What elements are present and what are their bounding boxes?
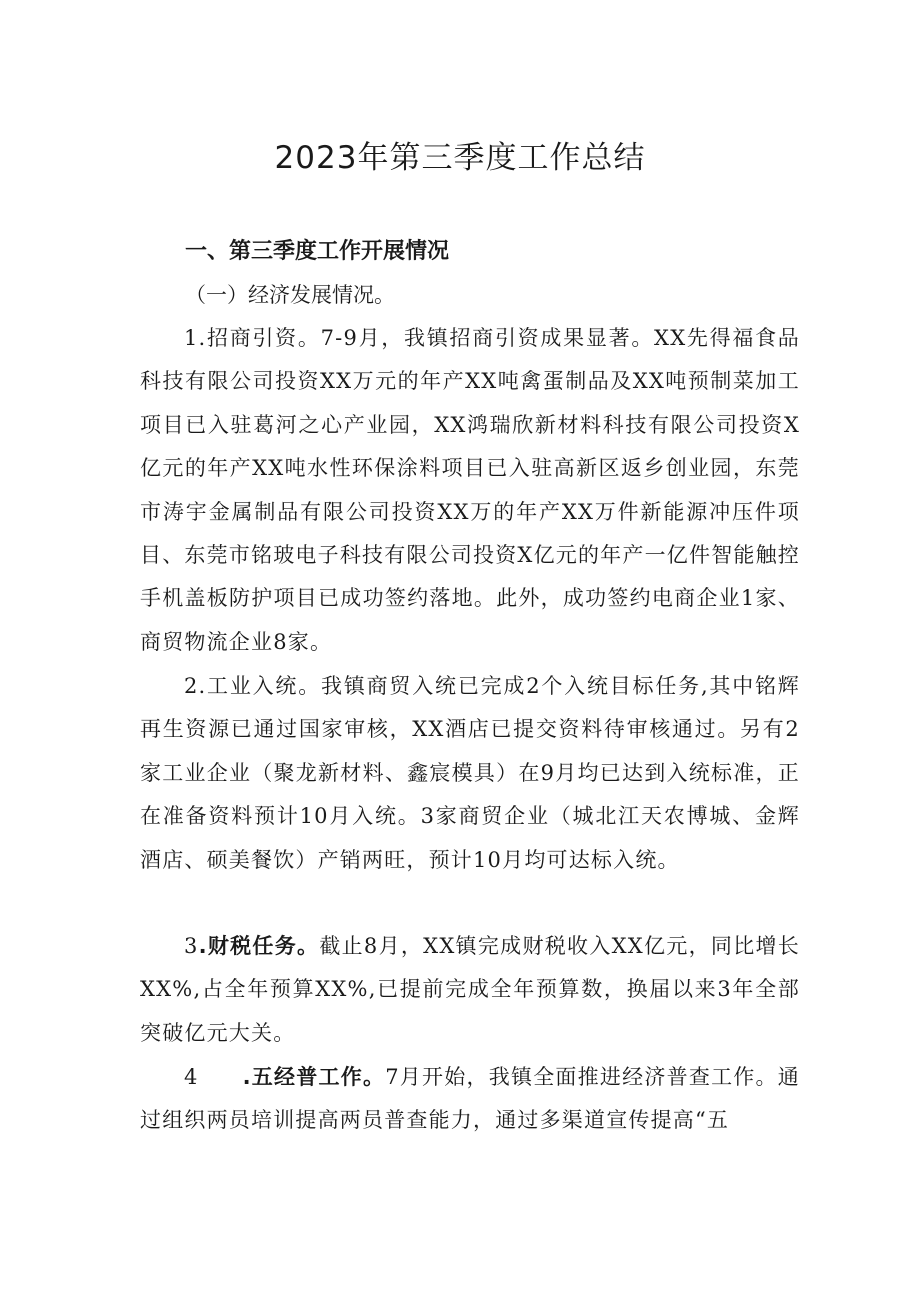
subsection-heading: （一）经济发展情况。: [185, 283, 395, 307]
paragraph-item-2: [140, 665, 800, 882]
paragraph-item-4: [140, 1056, 800, 1143]
item-text: 7-9月，我镇招商引资成果显著。XX先得福食品科技有限公司投资XX万元的年产XX吨禽蛋制品及XX吨预制菜加工项目已入驻葛河之心产业园，XX鸿瑞欣新材料科技有限公司投资X亿元的年产XX吨水性环保涂料项目已入驻高新区返乡创业园，东莞市涛宇金属制品有限公司投资XX万的年产XX万件新能源冲压件项目、东莞市铭玻电子科技有限公司投资X亿元的年产一亿件智能触控手机盖板防护项目已成功签约落地。此外，成功签约电商企业1家、商贸物流企业8家。: [140, 326, 800, 654]
item-lead: .财税任务。: [198, 934, 320, 958]
item-text: 7月开始，我镇全面推进经济普查工作。通过组织两员培训提高两员普查能力，通过多渠道宣传提高“五: [140, 1065, 800, 1133]
item-lead: 招商引资。: [206, 326, 321, 350]
item-lead: .五经普工作。: [242, 1065, 386, 1089]
item-number: 4: [184, 1065, 199, 1089]
paragraph-item-1: [140, 317, 800, 664]
item-lead: 工业入统。: [206, 674, 322, 698]
item-number: 3: [184, 934, 199, 958]
paragraph-item-3: [140, 925, 800, 1055]
item-text: 截止8月，XX镇完成财税收入XX亿元，同比增长XX%,占全年预算XX%,已提前完成全年预算数，换届以来3年全部突破亿元大关。: [140, 934, 800, 1045]
item-text: 我镇商贸入统已完成2个入统目标任务,其中铭辉再生资源已通过国家审核，XX酒店已提交资料待审核通过。另有2家工业企业（聚龙新材料、鑫宸模具）在9月均已达到入统标准，正在准备资料预计10月入统。3家商贸企业（城北江天农博城、金辉酒店、硕美餐饮）产销两旺，预计10月均可达标入统。: [140, 674, 801, 872]
section-heading: 一、第三季度工作开展情况: [185, 239, 450, 264]
item-number: 2.: [184, 674, 207, 698]
item-number: 1.: [184, 326, 207, 350]
document-title: 2023年第三季度工作总结: [274, 140, 646, 176]
